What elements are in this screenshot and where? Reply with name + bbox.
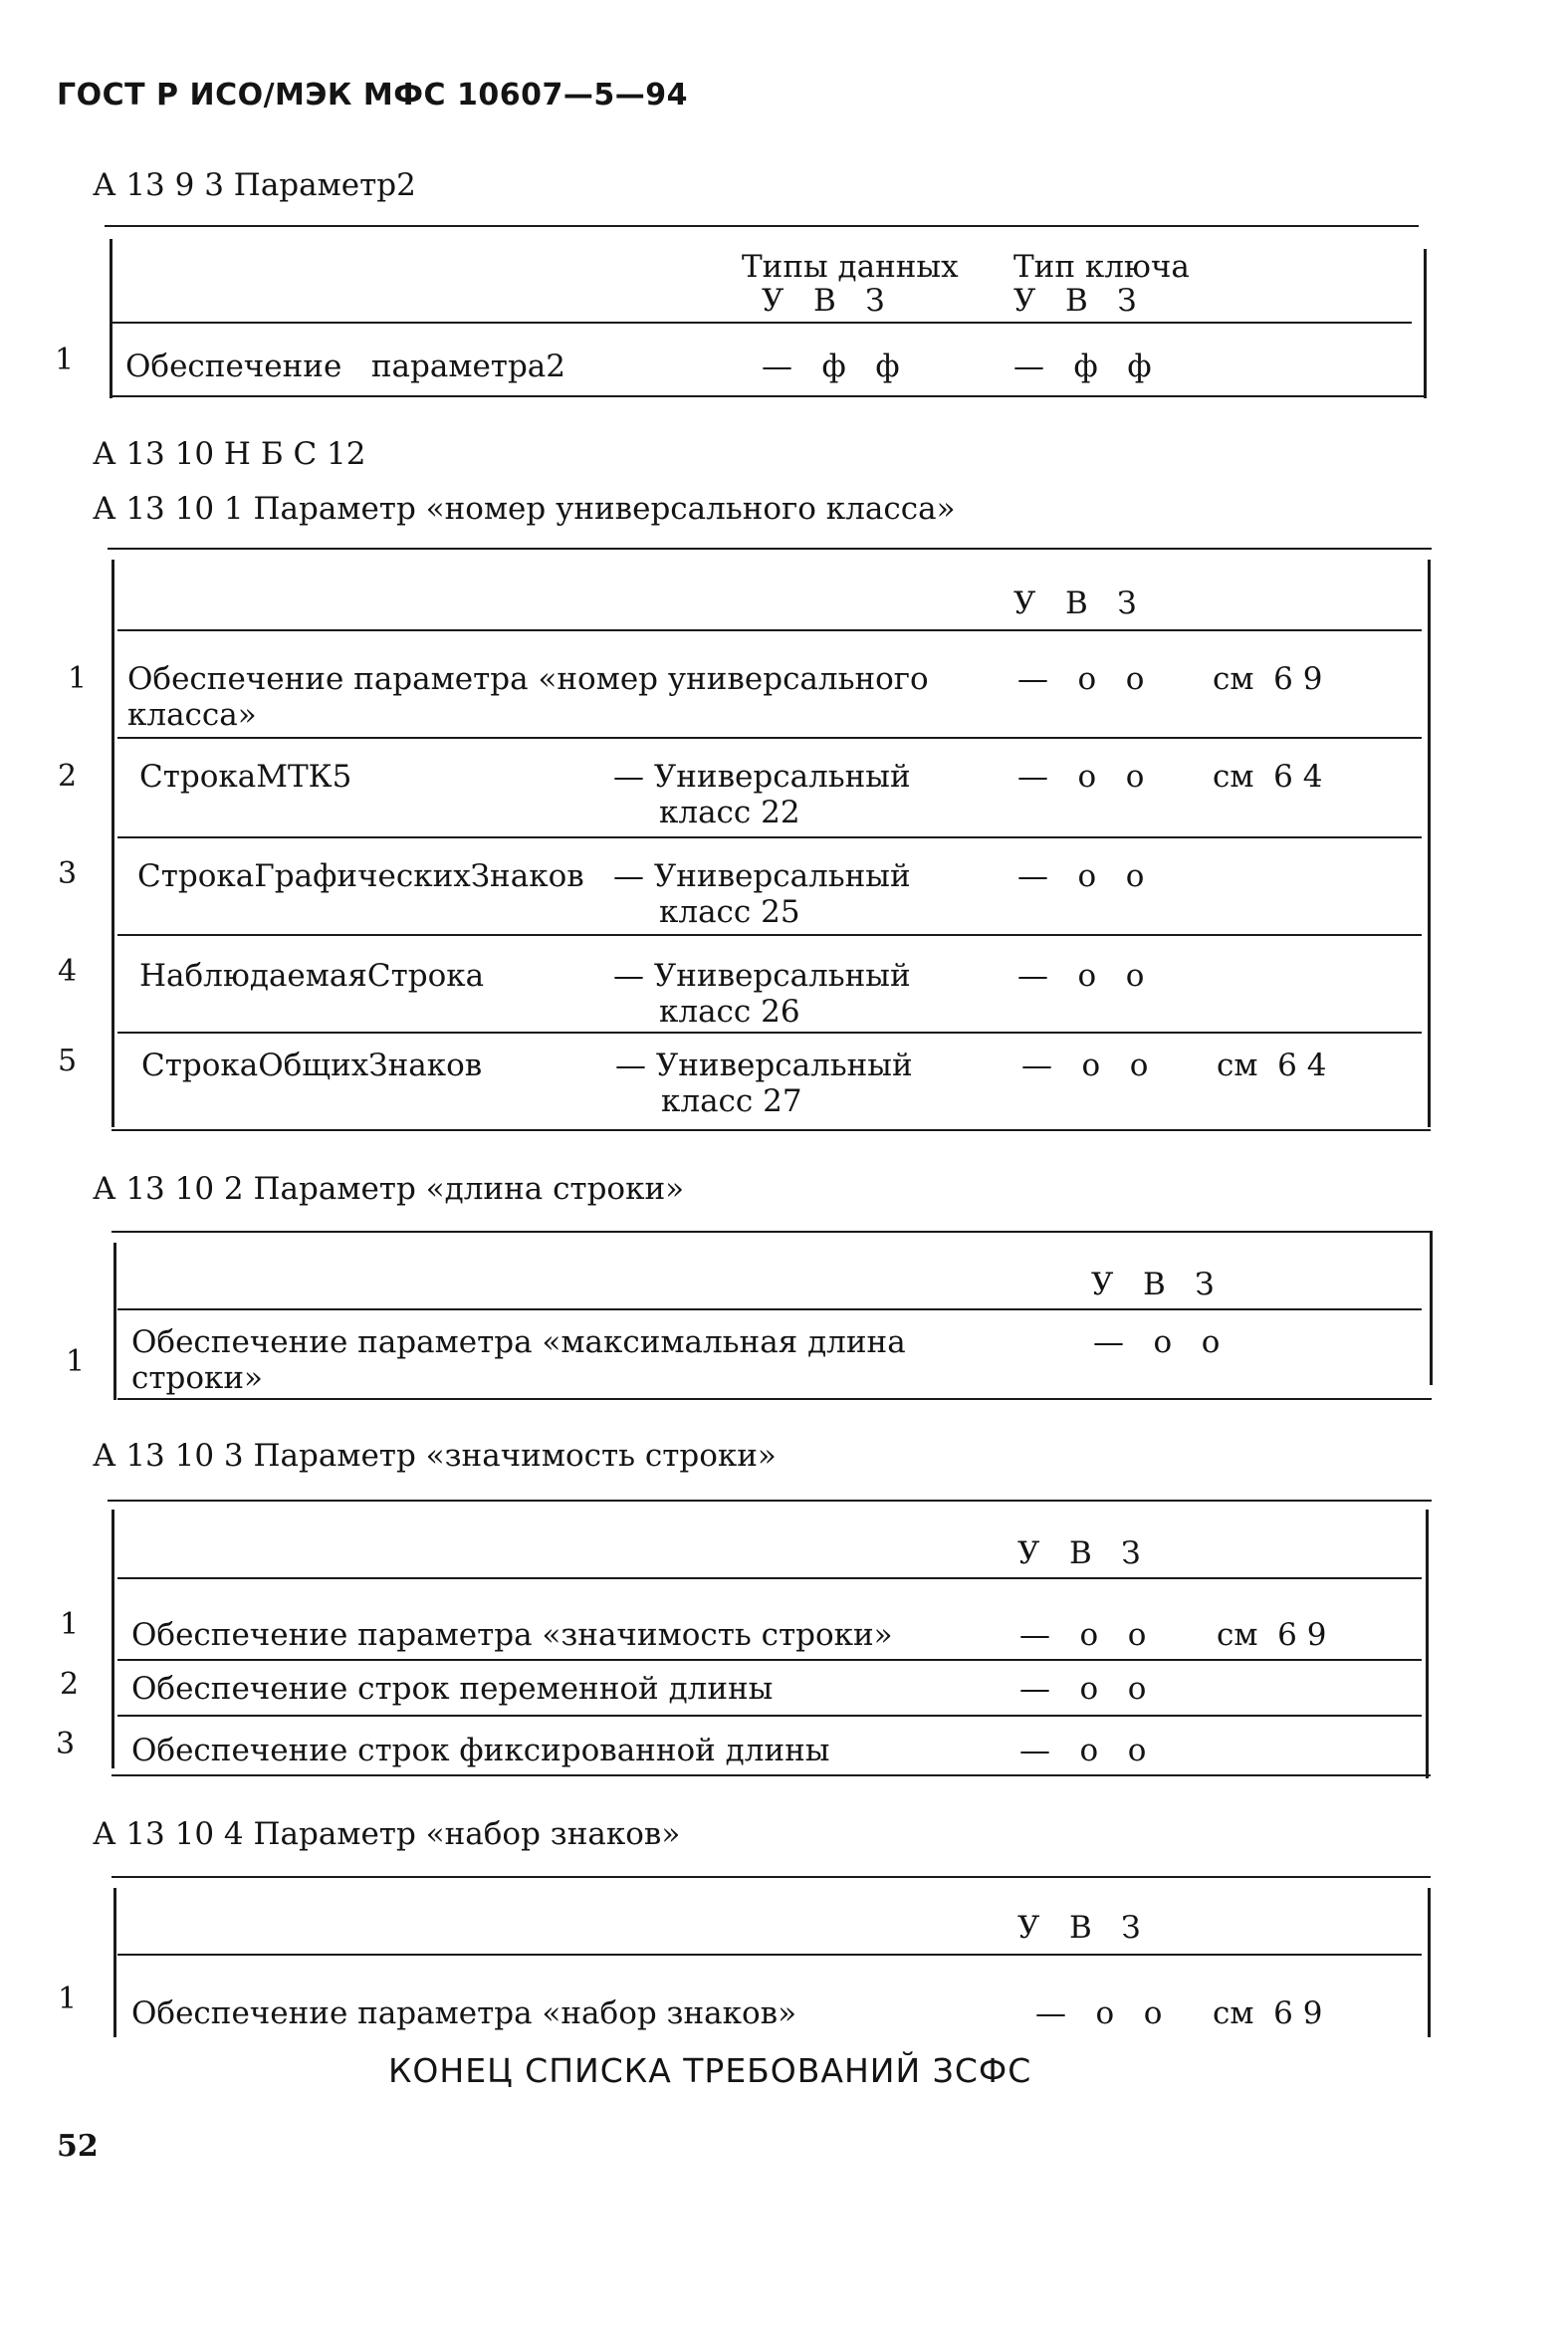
row-reference: см 6 9 bbox=[1213, 661, 1323, 697]
row-class-cont: класс 26 bbox=[659, 994, 800, 1030]
row-values: — о о bbox=[1035, 1995, 1163, 2031]
row-reference: см 6 4 bbox=[1217, 1048, 1327, 1083]
section-heading: А 13 9 3 Параметр2 bbox=[93, 167, 416, 203]
column-subheaders: У В З bbox=[1091, 1267, 1215, 1302]
row-values: — о о bbox=[1021, 1048, 1149, 1083]
row-label-cont: класса» bbox=[127, 697, 257, 733]
table-border-right bbox=[1426, 1510, 1429, 1778]
row-class: — Универсальный bbox=[613, 958, 911, 994]
column-header-data-types: Типы данных bbox=[742, 249, 959, 285]
table-border-bottom bbox=[112, 1129, 1431, 1131]
row-label: Обеспечение параметра «набор знаков» bbox=[131, 1995, 797, 2031]
row-number: 2 bbox=[60, 1667, 80, 1702]
row-label: Обеспечение параметра «максимальная длина bbox=[131, 1324, 906, 1360]
row-values: — о о bbox=[1017, 759, 1145, 795]
row-rule bbox=[117, 836, 1422, 838]
row-reference: см 6 4 bbox=[1213, 759, 1323, 795]
column-subheaders: У В З bbox=[1013, 585, 1137, 621]
table-border-bottom bbox=[112, 395, 1427, 397]
table-border-right bbox=[1424, 249, 1427, 398]
row-values-2: — ф ф bbox=[1013, 349, 1152, 384]
subsection-heading: А 13 10 3 Параметр «значимость строки» bbox=[93, 1438, 777, 1474]
table-border-bottom bbox=[112, 1774, 1431, 1776]
section-heading: А 13 10 Н Б С 12 bbox=[93, 436, 366, 472]
column-subheaders: У В З bbox=[1017, 1535, 1141, 1571]
table-border-top bbox=[105, 225, 1419, 227]
row-values: — о о bbox=[1019, 1671, 1147, 1707]
row-label: СтрокаГрафическихЗнаков bbox=[137, 858, 584, 894]
row-label: Обеспечение параметра «номер универсального bbox=[127, 661, 929, 697]
page-number: 52 bbox=[57, 2129, 99, 2164]
row-label: НаблюдаемаяСтрока bbox=[139, 958, 485, 994]
row-label: СтрокаМТК5 bbox=[139, 759, 352, 795]
table-border-top bbox=[108, 1500, 1432, 1502]
header-rule bbox=[117, 629, 1422, 631]
row-values: — о о bbox=[1019, 1617, 1147, 1653]
row-label-cont: строки» bbox=[131, 1360, 264, 1396]
row-label: СтрокаОбщихЗнаков bbox=[141, 1048, 483, 1083]
row-values: — о о bbox=[1017, 958, 1145, 994]
row-rule bbox=[117, 1659, 1422, 1661]
row-rule bbox=[117, 737, 1422, 739]
table-border-left bbox=[113, 1888, 116, 2037]
row-number: 2 bbox=[58, 759, 78, 794]
subsection-heading: А 13 10 1 Параметр «номер универсального класса» bbox=[93, 491, 956, 527]
column-subheaders: У В З bbox=[1017, 1910, 1141, 1946]
row-number: 3 bbox=[58, 856, 78, 891]
row-values: — о о bbox=[1093, 1324, 1221, 1360]
table-border-left bbox=[112, 560, 114, 1127]
row-values-1: — ф ф bbox=[762, 349, 900, 384]
row-values: — о о bbox=[1017, 661, 1145, 697]
table-border-bottom bbox=[117, 1398, 1432, 1400]
row-class: — Универсальный bbox=[615, 1048, 913, 1083]
row-label: Обеспечение параметра2 bbox=[125, 349, 565, 384]
row-number: 1 bbox=[60, 1607, 80, 1642]
row-values: — о о bbox=[1019, 1733, 1147, 1768]
row-number: 1 bbox=[66, 1344, 86, 1379]
row-class-cont: класс 22 bbox=[659, 795, 800, 830]
row-rule bbox=[117, 1032, 1422, 1034]
table-border-left bbox=[113, 1243, 116, 1400]
row-label: Обеспечение строк переменной длины bbox=[131, 1671, 774, 1707]
row-class: — Универсальный bbox=[613, 759, 911, 795]
table-border-top bbox=[108, 548, 1432, 550]
table-border-right bbox=[1430, 1231, 1433, 1385]
table-border-left bbox=[110, 239, 112, 398]
row-number: 1 bbox=[58, 1982, 78, 2016]
header-rule bbox=[117, 1577, 1422, 1579]
row-rule bbox=[117, 934, 1422, 936]
column-subheaders-2: У В З bbox=[1013, 283, 1137, 319]
subsection-heading: А 13 10 4 Параметр «набор знаков» bbox=[93, 1816, 681, 1852]
row-values: — о о bbox=[1017, 858, 1145, 894]
row-class: — Универсальный bbox=[613, 858, 911, 894]
header-rule bbox=[117, 1954, 1422, 1956]
row-number: 5 bbox=[58, 1044, 78, 1078]
header-rule bbox=[117, 1308, 1422, 1310]
row-number: 1 bbox=[68, 661, 88, 696]
row-rule bbox=[117, 1715, 1422, 1717]
row-class-cont: класс 27 bbox=[661, 1083, 802, 1119]
column-subheaders-1: У В З bbox=[762, 283, 885, 319]
header-rule bbox=[112, 322, 1412, 324]
row-number: 1 bbox=[55, 343, 75, 377]
table-border-left bbox=[112, 1510, 114, 1768]
row-number: 4 bbox=[58, 954, 78, 989]
row-label: Обеспечение строк фиксированной длины bbox=[131, 1733, 830, 1768]
table-border-top bbox=[112, 1231, 1431, 1233]
row-class-cont: класс 25 bbox=[659, 894, 800, 930]
table-border-top bbox=[112, 1876, 1431, 1878]
table-border-right bbox=[1428, 560, 1431, 1127]
column-header-key-type: Тип ключа bbox=[1013, 249, 1190, 285]
row-reference: см 6 9 bbox=[1213, 1995, 1323, 2031]
row-number: 3 bbox=[56, 1727, 76, 1761]
table-border-right bbox=[1428, 1888, 1431, 2037]
document-header: ГОСТ Р ИСО/МЭК МФС 10607—5—94 bbox=[57, 78, 688, 113]
row-reference: см 6 9 bbox=[1217, 1617, 1327, 1653]
row-label: Обеспечение параметра «значимость строки» bbox=[131, 1617, 893, 1653]
end-of-list-title: КОНЕЦ СПИСКА ТРЕБОВАНИЙ ЗСФС bbox=[388, 2051, 1032, 2090]
subsection-heading: А 13 10 2 Параметр «длина строки» bbox=[93, 1171, 685, 1207]
